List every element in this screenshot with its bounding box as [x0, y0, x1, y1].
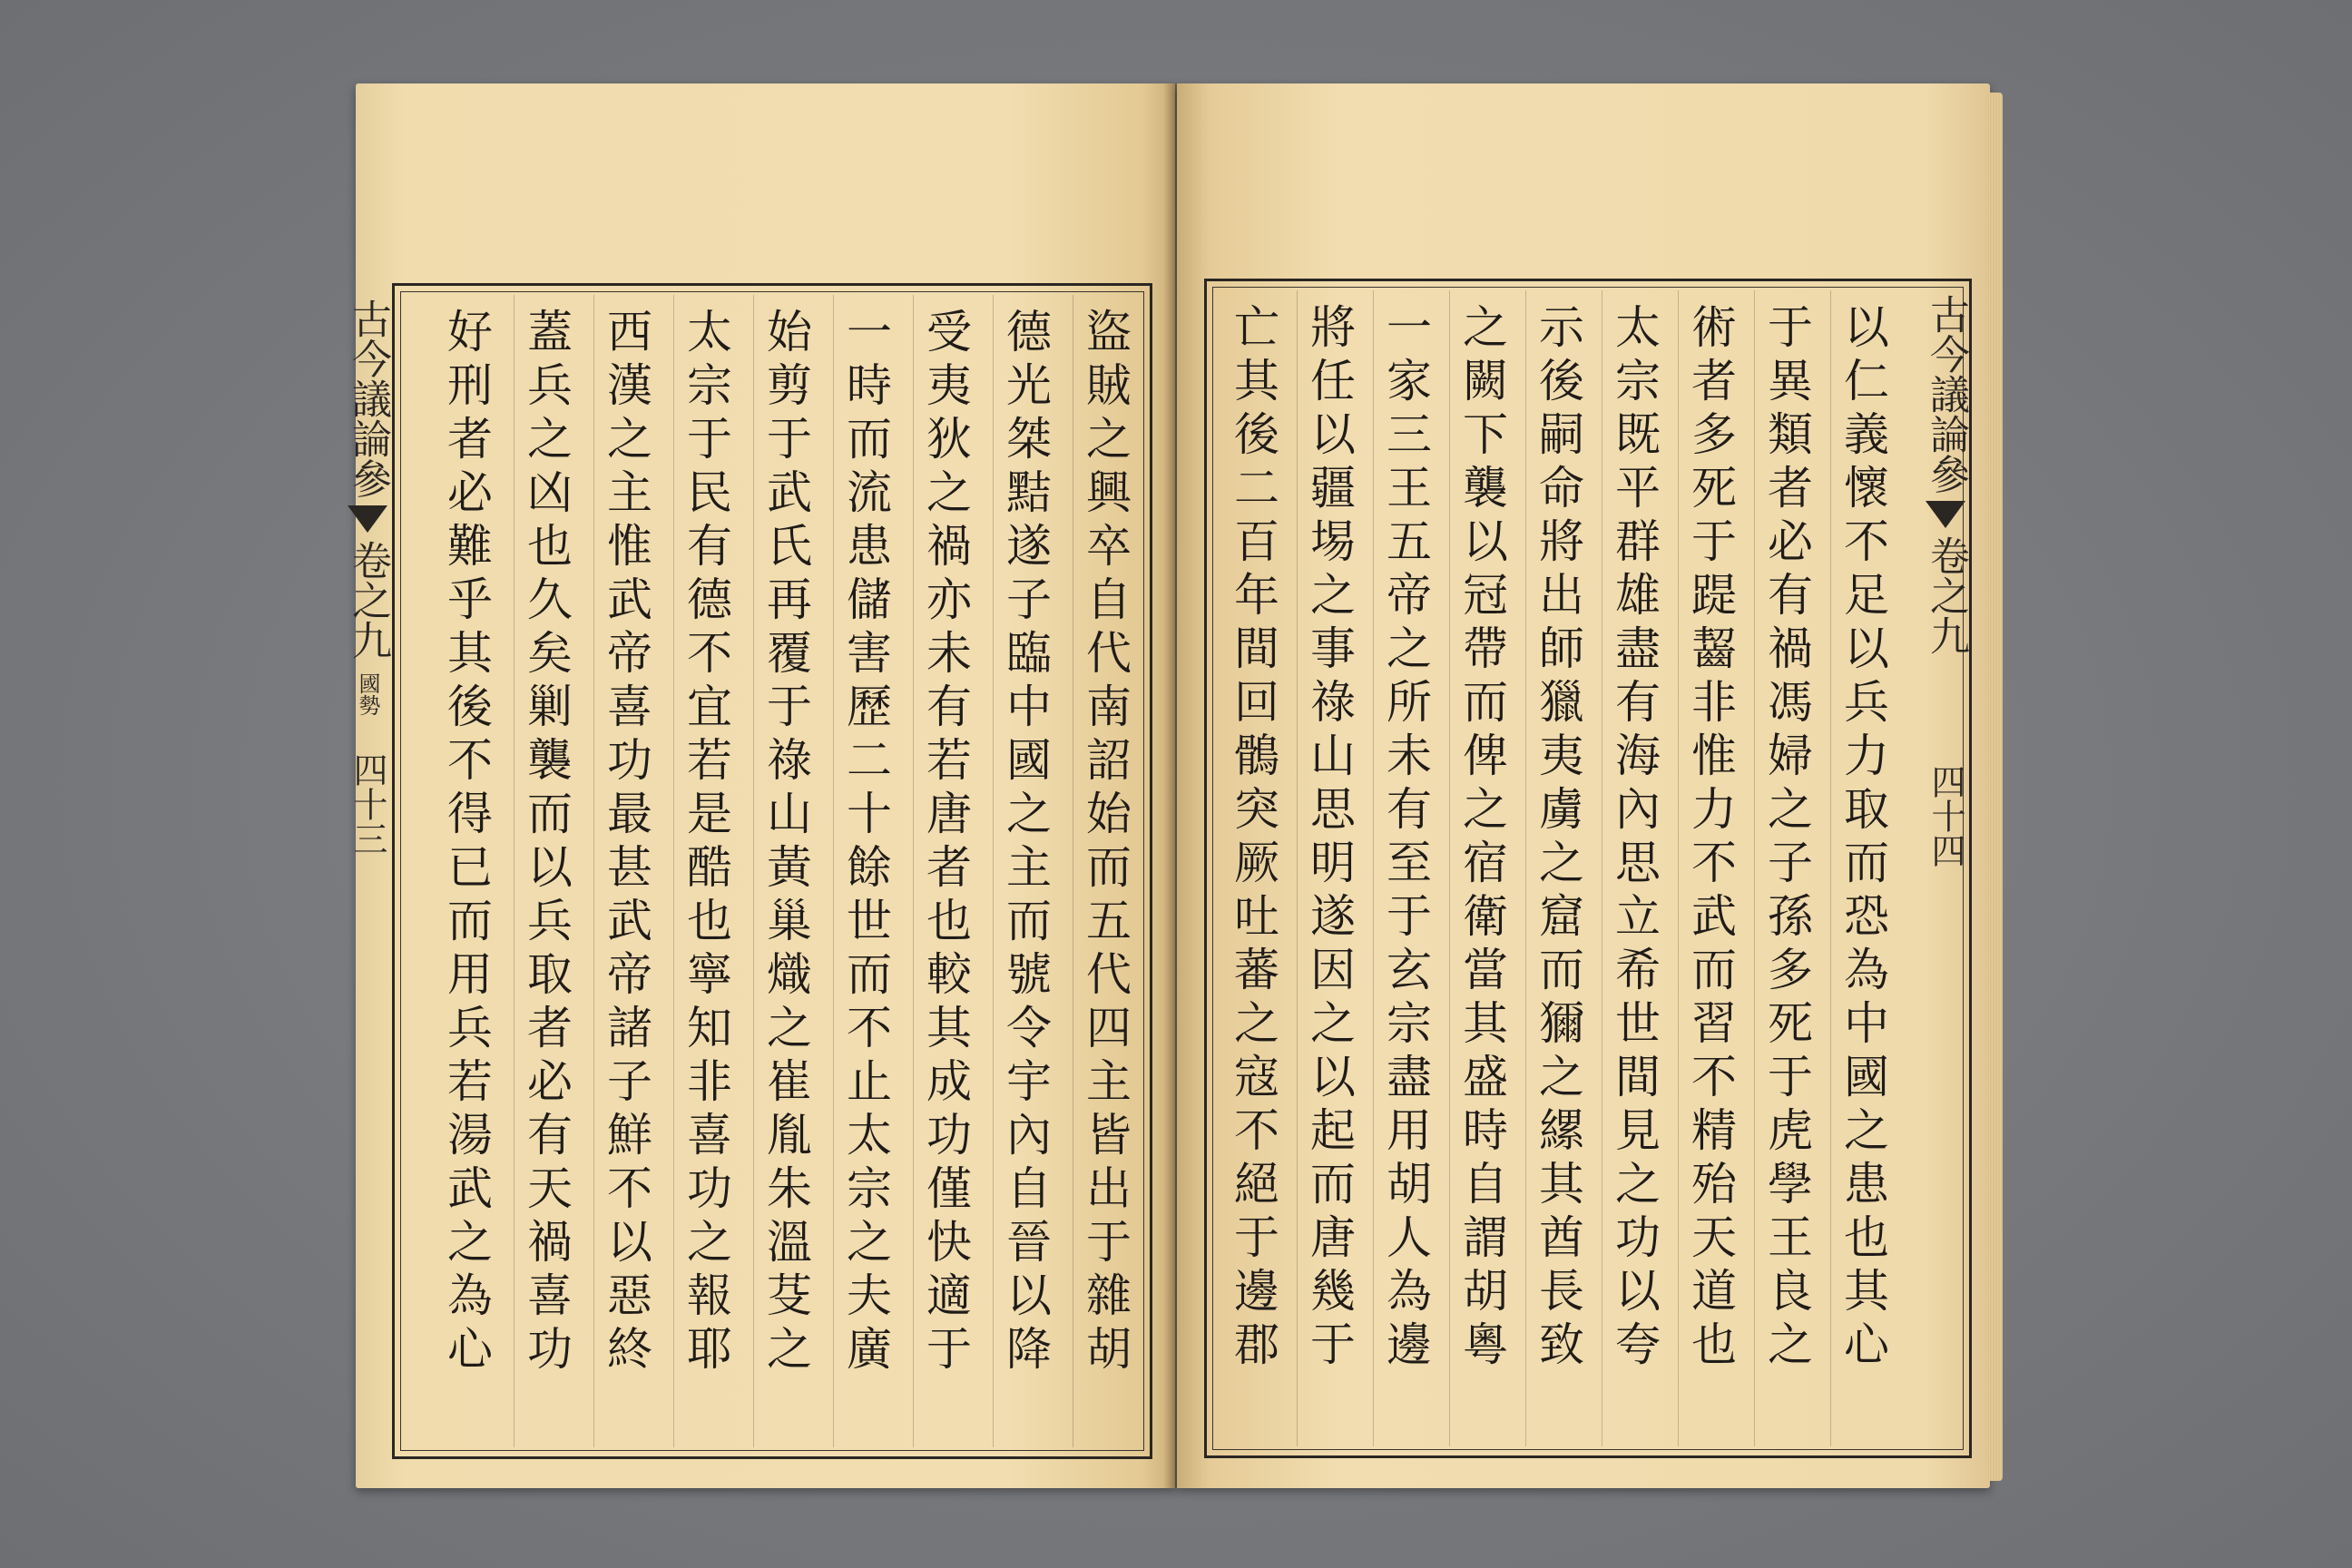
right-fishtail-mark [1926, 501, 1965, 528]
right-spine-column [1916, 294, 1975, 867]
page-edges [1988, 93, 2003, 1481]
right-spine-title: 古今議論參 [1923, 294, 1969, 494]
column-rule [1297, 290, 1298, 1446]
right-column: 示 後 嗣 命 將 出 師 獵 夷 虜 之 窟 而 獮 之 縲 其 酋 長 致 [1539, 301, 1584, 1371]
left-column: 太 宗 于 民 有 德 不 宜 若 是 酷 也 寧 知 非 喜 功 之 報 耶 [687, 306, 732, 1376]
right-text-frame [1204, 279, 1972, 1458]
left-page [345, 83, 1175, 1488]
right-column: 太 宗 既 平 群 雄 盡 有 海 內 思 立 希 世 間 見 之 功 以 夸 [1615, 301, 1661, 1371]
column-rule [1678, 290, 1679, 1446]
left-fishtail-mark [348, 505, 387, 533]
column-rule [753, 295, 754, 1447]
column-rule [993, 295, 994, 1447]
column-rule [913, 295, 914, 1447]
right-column: 將 任 以 疆 埸 之 事 祿 山 思 明 遂 因 之 以 起 而 唐 幾 于 [1310, 301, 1356, 1371]
left-column: 始 剪 于 武 氏 再 覆 于 祿 山 黃 巢 熾 之 崔 胤 朱 溫 芟 之 [767, 306, 812, 1376]
left-column: 蓋 兵 之 凶 也 久 矣 剿 襲 而 以 兵 取 者 必 有 天 禍 喜 功 [527, 306, 573, 1376]
column-rule [833, 295, 834, 1447]
left-column: 德 光 桀 黠 遂 子 臨 中 國 之 主 而 號 令 宇 內 自 晉 以 降 [1006, 306, 1052, 1376]
column-rule [1449, 290, 1450, 1446]
right-page [1177, 83, 1990, 1488]
left-column: 一 時 而 流 患 儲 害 歷 二 十 餘 世 而 不 止 太 宗 之 夫 廣 [847, 306, 892, 1376]
right-column: 亡 其 後 二 百 年 間 回 鶻 突 厥 吐 蕃 之 寇 不 絕 于 邊 郡 [1234, 301, 1279, 1371]
column-rule [1525, 290, 1526, 1446]
left-text-frame [345, 283, 1152, 1459]
right-column: 以 仁 義 懷 不 足 以 兵 力 取 而 恐 為 中 國 之 患 也 其 心 [1844, 301, 1889, 1371]
right-column: 一 家 三 王 五 帝 之 所 未 有 至 于 玄 宗 盡 用 胡 人 為 邊 [1387, 301, 1432, 1371]
column-rule [593, 295, 594, 1447]
right-column: 于 異 類 者 必 有 禍 馮 婦 之 子 孫 多 死 于 虎 學 王 良 之 [1768, 301, 1813, 1371]
left-column: 盜 賊 之 興 卒 自 代 南 詔 始 而 五 代 四 主 皆 出 于 雜 胡 [1086, 306, 1132, 1376]
right-column: 之 闕 下 襲 以 冠 帶 而 俾 之 宿 衛 當 其 盛 時 自 謂 胡 粵 [1463, 301, 1508, 1371]
right-column: 術 者 多 死 于 踶 齧 非 惟 力 不 武 而 習 不 精 殆 天 道 也 [1691, 301, 1737, 1371]
left-spine-section: 國勢 [355, 672, 380, 716]
column-rule [1373, 290, 1374, 1446]
column-rule [1830, 290, 1831, 1446]
left-column: 好 刑 者 必 難 乎 其 後 不 得 已 而 用 兵 若 湯 武 之 為 心 [447, 306, 493, 1376]
right-spine-page-number: 四十四 [1926, 764, 1965, 867]
left-spine-volume: 卷之九 [345, 540, 391, 660]
column-rule [673, 295, 674, 1447]
left-spine-title: 古今議論參 [345, 299, 391, 498]
column-rule [1754, 290, 1755, 1446]
open-book [345, 83, 2000, 1495]
left-spine-page-number: 四十三 [348, 752, 387, 856]
left-spine-column [338, 299, 397, 856]
left-column: 西 漢 之 主 惟 武 帝 喜 功 最 甚 武 帝 諸 子 鮮 不 以 惡 終 [607, 306, 652, 1376]
right-spine-volume: 卷之九 [1923, 535, 1969, 655]
left-column: 受 夷 狄 之 禍 亦 未 有 若 唐 者 也 較 其 成 功 僅 快 適 于 [926, 306, 972, 1376]
